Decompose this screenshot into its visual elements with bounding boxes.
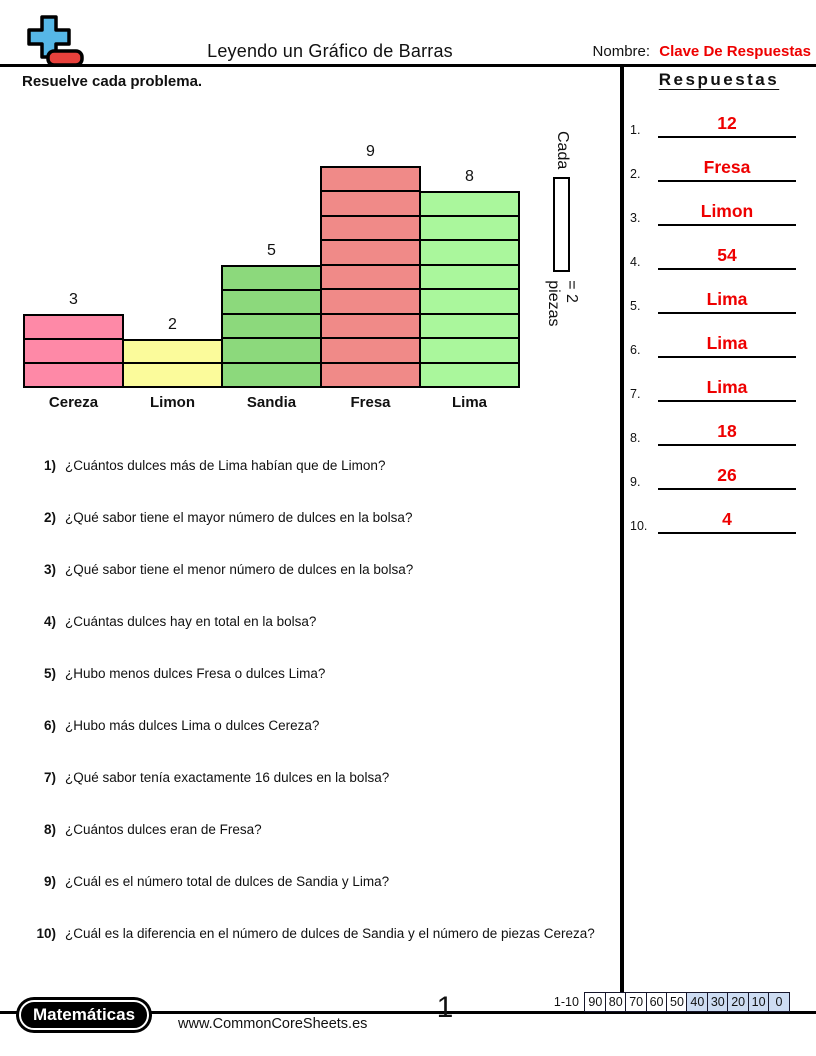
answer-blank-line <box>658 198 796 226</box>
answers-title: Respuestas <box>658 70 780 89</box>
answer-value: 54 <box>717 245 737 265</box>
grading-scale <box>554 992 790 1012</box>
bar-segment <box>320 166 421 192</box>
bar-segment <box>419 337 520 363</box>
question-number: 1) <box>43 458 56 473</box>
answer-value: Lima <box>706 333 748 353</box>
grade-cell: 60 <box>646 992 668 1012</box>
site-url: www.CommonCoreSheets.es <box>178 1016 368 1032</box>
question-2 <box>30 508 614 560</box>
question-number: 8) <box>43 822 56 837</box>
name-row <box>593 43 811 60</box>
bar-segment <box>320 190 421 216</box>
bar-segment <box>419 215 520 241</box>
header-divider-line <box>0 64 816 67</box>
bar-category-label: Cereza <box>48 394 99 411</box>
question-number: 5) <box>43 666 56 681</box>
question-5 <box>30 664 614 716</box>
page-title: Leyendo un Gráfico de Barras <box>207 41 453 61</box>
bar-segment <box>221 313 322 339</box>
answer-value: 18 <box>717 421 737 441</box>
answer-blank-line <box>658 374 796 402</box>
answer-row-3 <box>630 198 798 226</box>
bar-segment <box>320 215 421 241</box>
answer-number: 4. <box>630 255 641 269</box>
question-number: 2) <box>43 510 56 525</box>
answer-row-6 <box>630 330 798 358</box>
bar-cereza <box>23 314 124 388</box>
grade-cell: 70 <box>625 992 647 1012</box>
answers-column-divider <box>620 66 624 992</box>
grading-range-label: 1-10 <box>553 995 579 1009</box>
question-list <box>30 456 614 976</box>
question-7 <box>30 768 614 820</box>
legend-prefix: Cada <box>554 131 571 170</box>
grade-cell: 20 <box>727 992 749 1012</box>
bar-segment <box>419 313 520 339</box>
answer-value: Lima <box>706 289 748 309</box>
answer-number: 9. <box>630 475 641 489</box>
bar-limon <box>122 339 223 388</box>
bar-segment <box>419 191 520 217</box>
bar-segment <box>221 362 322 388</box>
bar-value-label: 5 <box>267 241 276 259</box>
bar-segment <box>419 239 520 265</box>
bar-value-label: 2 <box>168 315 177 333</box>
grade-cell: 50 <box>666 992 688 1012</box>
answer-value: Fresa <box>703 157 751 177</box>
name-label: Nombre: <box>592 43 651 60</box>
bar-value-label: 8 <box>465 167 474 185</box>
chart-legend <box>545 131 580 351</box>
legend-key-box <box>554 177 571 272</box>
grade-cell: 40 <box>686 992 708 1012</box>
brand-label: Matemáticas <box>19 1000 149 1030</box>
grade-cell: 10 <box>748 992 770 1012</box>
question-number: 10) <box>36 926 56 941</box>
answer-row-4 <box>630 242 798 270</box>
question-6 <box>30 716 614 768</box>
answer-blank-line <box>658 506 796 534</box>
question-text: ¿Hubo más dulces Lima o dulces Cereza? <box>65 718 320 733</box>
answer-row-2 <box>630 154 798 182</box>
answer-value: Limon <box>700 201 754 221</box>
answer-row-8 <box>630 418 798 446</box>
answer-row-1 <box>630 110 798 138</box>
answer-blank-line <box>658 462 796 490</box>
answer-blank-line <box>658 418 796 446</box>
grade-cell: 0 <box>768 992 790 1012</box>
bar-category-label: Limon <box>150 394 195 411</box>
question-text: ¿Cuántas dulces hay en total en la bolsa? <box>65 614 317 629</box>
answer-blank-line <box>658 242 796 270</box>
instruction-text: Resuelve cada problema. <box>22 73 203 90</box>
bar-segment <box>419 362 520 388</box>
question-number: 4) <box>43 614 56 629</box>
question-text: ¿Qué sabor tiene el menor número de dulces en la bolsa? <box>65 562 414 577</box>
question-4 <box>30 612 614 664</box>
bar-value-label: 9 <box>366 142 375 160</box>
answer-value: 4 <box>722 509 732 529</box>
question-number: 9) <box>43 874 56 889</box>
answer-number: 2. <box>630 167 641 181</box>
question-3 <box>30 560 614 612</box>
question-number: 7) <box>43 770 56 785</box>
bar-chart <box>23 140 523 411</box>
answer-row-7 <box>630 374 798 402</box>
answer-number: 6. <box>630 343 641 357</box>
grade-cell: 80 <box>605 992 627 1012</box>
page-number: 1 <box>436 991 454 1024</box>
question-text: ¿Cuántos dulces eran de Fresa? <box>65 822 262 837</box>
bar-fresa <box>320 166 421 388</box>
question-text: ¿Cuántos dulces más de Lima habían que de Limon? <box>65 458 386 473</box>
answer-number: 8. <box>630 431 641 445</box>
answer-blank-line <box>658 110 796 138</box>
answer-blank-line <box>658 330 796 358</box>
brand-logo <box>16 997 152 1033</box>
answer-blank-line <box>658 154 796 182</box>
bar-segment <box>23 362 124 388</box>
question-10 <box>30 924 614 976</box>
bar-segment <box>221 265 322 291</box>
answer-blank-line <box>658 286 796 314</box>
bar-category-label: Lima <box>451 394 487 411</box>
bar-value-label: 3 <box>69 290 78 308</box>
answer-row-5 <box>630 286 798 314</box>
question-1 <box>30 456 614 508</box>
question-9 <box>30 872 614 924</box>
bar-segment <box>122 339 223 365</box>
bar-segment <box>23 338 124 364</box>
plus-minus-math-logo-icon <box>16 13 88 71</box>
bar-sandia <box>221 265 322 388</box>
bar-segment <box>419 264 520 290</box>
answer-number: 1. <box>630 123 641 137</box>
bar-segment <box>320 362 421 388</box>
question-text: ¿Qué sabor tiene el mayor número de dulces en la bolsa? <box>65 510 413 525</box>
answer-number: 10. <box>630 519 648 533</box>
answer-number: 5. <box>630 299 641 313</box>
bar-segment <box>221 337 322 363</box>
bar-category-label: Fresa <box>350 394 391 411</box>
bar-lima <box>419 191 520 388</box>
bar-segment <box>23 314 124 340</box>
bar-segment <box>320 239 421 265</box>
question-number: 6) <box>43 718 56 733</box>
bar-segment <box>320 264 421 290</box>
grade-cell: 90 <box>584 992 606 1012</box>
question-text: ¿Hubo menos dulces Fresa o dulces Lima? <box>65 666 326 681</box>
answer-row-10 <box>630 506 798 534</box>
grade-cell: 30 <box>707 992 729 1012</box>
answer-number: 7. <box>630 387 641 401</box>
bar-segment <box>419 288 520 314</box>
question-number: 3) <box>43 562 56 577</box>
answer-number: 3. <box>630 211 641 225</box>
answer-row-9 <box>630 462 798 490</box>
answer-value: Lima <box>706 377 748 397</box>
bar-segment <box>122 362 223 388</box>
bar-segment <box>320 313 421 339</box>
bar-category-label: Sandia <box>246 394 297 411</box>
answer-value: 26 <box>717 465 737 485</box>
bar-segment <box>320 337 421 363</box>
question-8 <box>30 820 614 872</box>
bar-segment <box>221 289 322 315</box>
answer-value: 12 <box>717 113 737 133</box>
bar-segment <box>320 288 421 314</box>
question-text: ¿Cuál es la diferencia en el número de dulces de Sandia y el número de piezas Cereza? <box>65 926 595 941</box>
question-text: ¿Qué sabor tenía exactamente 16 dulces en la bolsa? <box>65 770 390 785</box>
legend-suffix: = 2 piezas <box>545 280 580 327</box>
question-text: ¿Cuál es el número total de dulces de Sandia y Lima? <box>65 874 390 889</box>
answer-key-label: Clave De Respuestas <box>659 43 811 60</box>
